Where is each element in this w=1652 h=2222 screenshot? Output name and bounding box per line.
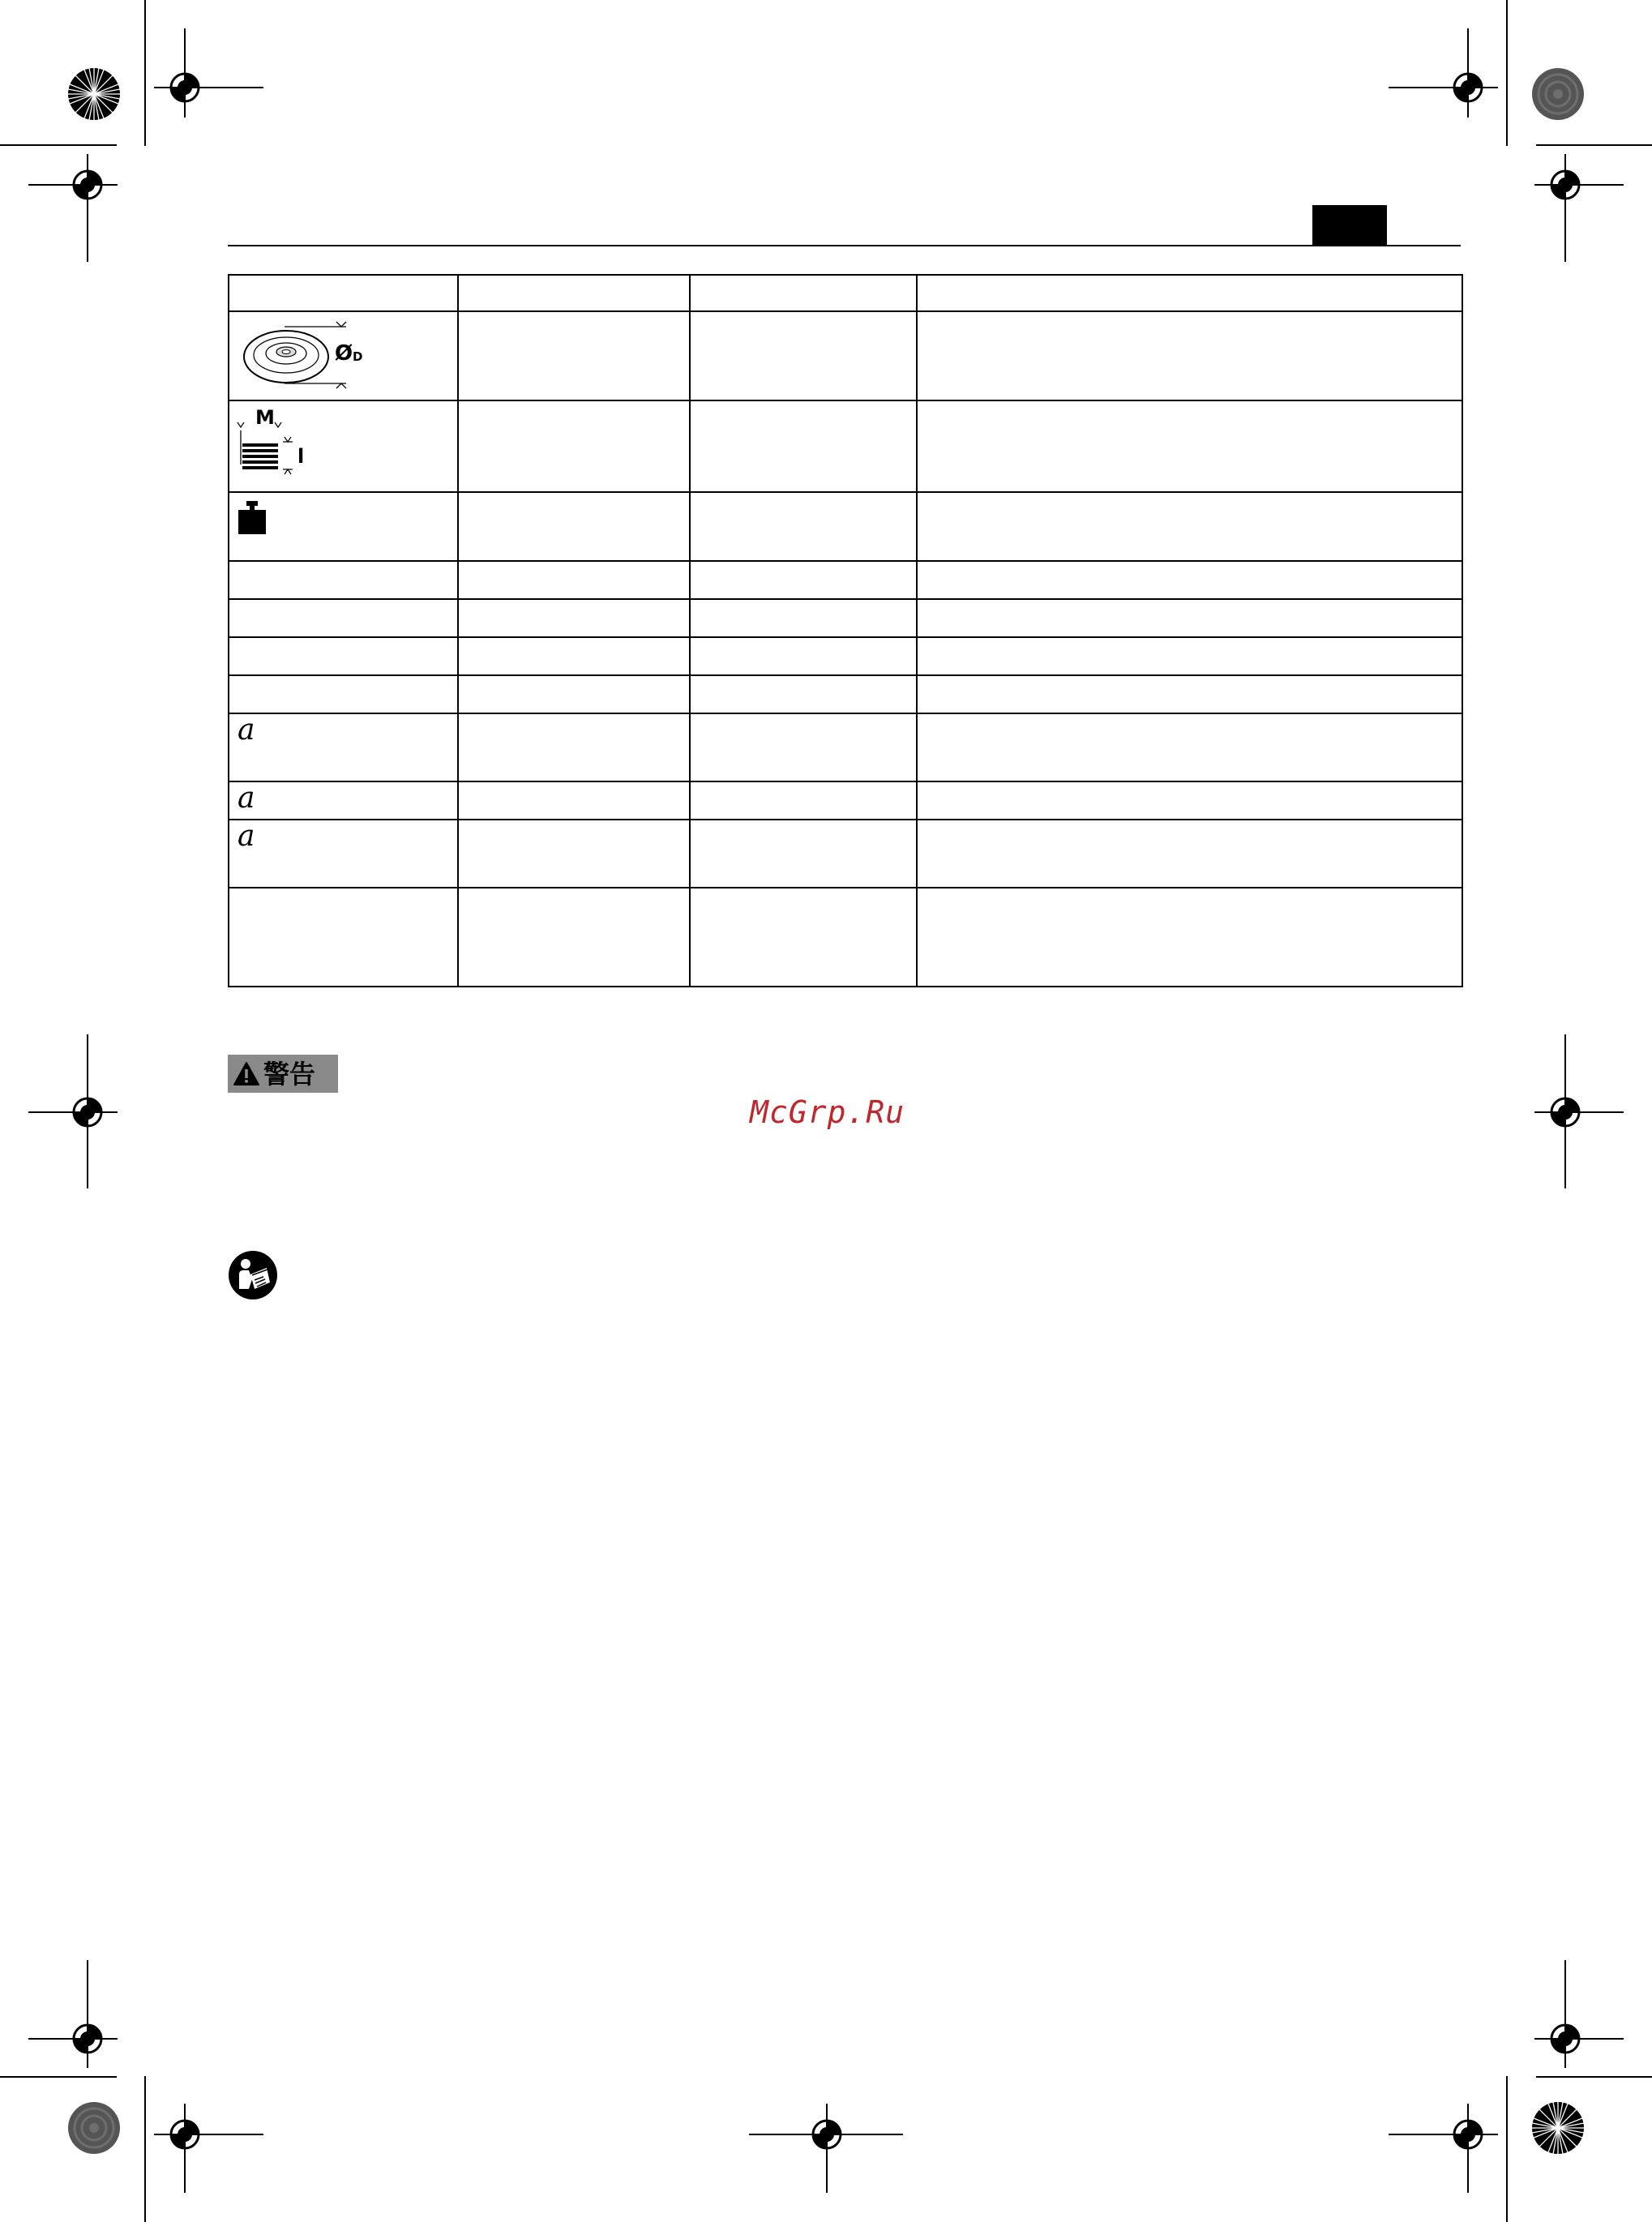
read-manual-icon: [228, 1250, 278, 1300]
table-cell: [229, 492, 458, 561]
thread-length-label: l: [297, 445, 305, 468]
table-cell: [690, 713, 917, 781]
spec-table: [228, 274, 1463, 987]
table-row: [229, 781, 1462, 820]
diameter-subscript: D: [353, 349, 363, 364]
table-cell: [458, 781, 690, 820]
table-cell: [690, 311, 917, 400]
table-cell: [229, 713, 458, 781]
crop-line: [1536, 2076, 1652, 2078]
table-cell: [690, 888, 917, 987]
table-cell: [458, 675, 690, 713]
gray-disc-icon: [1531, 67, 1585, 121]
crop-line: [1506, 0, 1508, 146]
warning-label: [228, 1055, 338, 1093]
registration-mark-icon: [1547, 166, 1584, 203]
table-row: [229, 311, 1462, 400]
registration-mark-icon: [69, 1094, 106, 1131]
table-cell: [458, 492, 690, 561]
crop-line: [0, 2076, 117, 2078]
table-row: [229, 599, 1462, 637]
table-cell: [690, 561, 917, 599]
table-cell: [917, 561, 1462, 599]
registration-mark-icon: [808, 2116, 845, 2153]
registration-mark-icon: [166, 2116, 203, 2153]
table-row: [229, 400, 1462, 492]
symbol-a: a: [238, 820, 255, 853]
weight-icon: [238, 501, 267, 542]
crop-line: [1506, 2076, 1508, 2222]
thread-label: M: [255, 406, 275, 429]
table-cell: [229, 561, 458, 599]
table-cell: [917, 713, 1462, 781]
table-cell: [917, 492, 1462, 561]
table-cell: [917, 675, 1462, 713]
crop-line: [144, 0, 146, 146]
warning-triangle-icon: [233, 1061, 260, 1087]
table-header-row: [229, 275, 1462, 311]
crop-line: [144, 2076, 146, 2222]
table-cell: [458, 637, 690, 675]
table-cell: [917, 781, 1462, 820]
table-cell: [229, 599, 458, 637]
table-cell: [690, 820, 917, 888]
table-row: [229, 492, 1462, 561]
table-cell: [229, 311, 458, 400]
disc-diameter-icon: [234, 317, 372, 399]
table-cell: [917, 400, 1462, 492]
table-cell: [690, 675, 917, 713]
table-cell: [458, 275, 690, 311]
table-cell: [229, 675, 458, 713]
table-row: [229, 675, 1462, 713]
table-cell: [690, 637, 917, 675]
crop-line: [1536, 144, 1652, 146]
table-cell: [458, 561, 690, 599]
diameter-label: Ø: [335, 341, 353, 366]
crop-line: [0, 144, 117, 146]
table-cell: [229, 637, 458, 675]
table-row: [229, 561, 1462, 599]
table-cell: [690, 781, 917, 820]
table-cell: [229, 820, 458, 888]
table-cell: [458, 713, 690, 781]
spindle-thread-icon: [234, 406, 315, 491]
table-cell: [917, 599, 1462, 637]
table-cell: [917, 888, 1462, 987]
table-cell: [917, 311, 1462, 400]
header-rule: [228, 245, 1461, 246]
symbol-a: a: [238, 713, 255, 747]
table-cell: [690, 400, 917, 492]
registration-mark-icon: [1449, 69, 1487, 106]
table-cell: [458, 820, 690, 888]
table-cell: [690, 492, 917, 561]
starburst-target-icon: [1531, 2101, 1585, 2155]
table-cell: [458, 311, 690, 400]
starburst-target-icon: [67, 67, 121, 121]
table-cell: [229, 888, 458, 987]
table-cell: [690, 599, 917, 637]
table-cell: [917, 275, 1462, 311]
symbol-a: a: [238, 781, 255, 815]
warning-text: 警告: [263, 1058, 316, 1090]
table-cell: [917, 637, 1462, 675]
table-cell: [229, 400, 458, 492]
table-row: [229, 820, 1462, 888]
table-cell: [229, 275, 458, 311]
table-row: [229, 637, 1462, 675]
table-cell: [690, 275, 917, 311]
watermark-text: McGrp.Ru: [750, 1094, 905, 1130]
registration-mark-icon: [1547, 1094, 1584, 1131]
language-tab: [1312, 205, 1387, 246]
registration-mark-icon: [69, 166, 106, 203]
registration-mark-icon: [1449, 2116, 1487, 2153]
table-row: [229, 888, 1462, 987]
registration-mark-icon: [1547, 2020, 1584, 2057]
registration-mark-icon: [69, 2020, 106, 2057]
table-row: [229, 713, 1462, 781]
table-cell: [917, 820, 1462, 888]
table-cell: [458, 888, 690, 987]
table-cell: [229, 781, 458, 820]
table-cell: [458, 400, 690, 492]
gray-disc-icon: [67, 2101, 121, 2155]
table-cell: [458, 599, 690, 637]
registration-mark-icon: [166, 69, 203, 106]
